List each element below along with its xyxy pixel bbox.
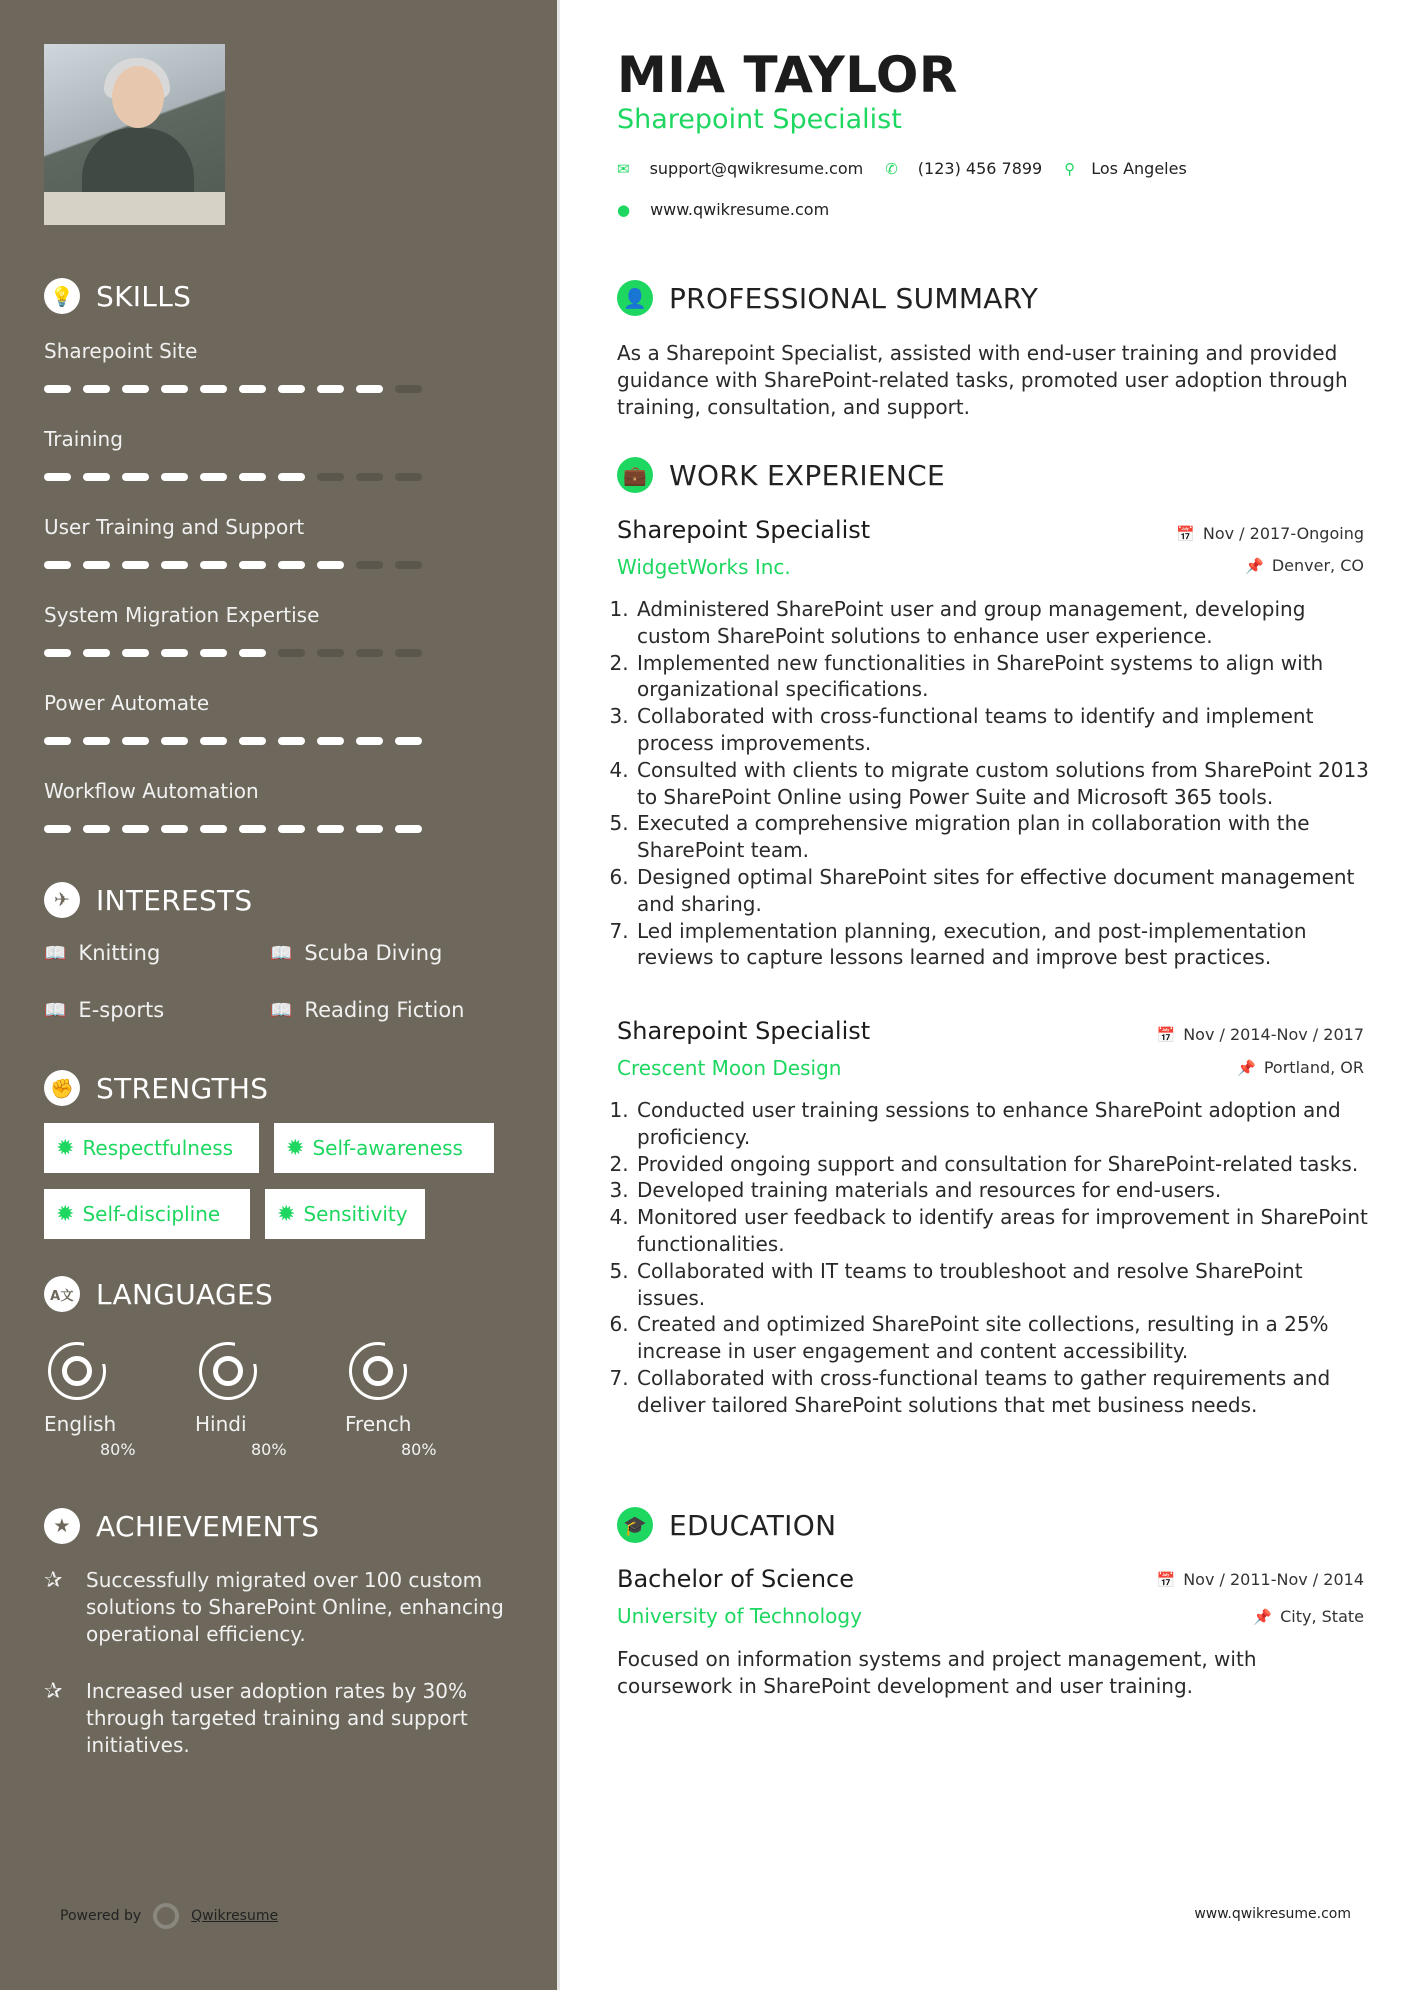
- book-icon: 📖: [44, 999, 67, 1021]
- graduation-icon: 🎓: [617, 1507, 653, 1543]
- skill-dash-empty: [395, 385, 422, 393]
- language-level-ring: [199, 1342, 257, 1400]
- translate-icon: A文: [44, 1276, 80, 1312]
- pin-icon: 📌: [1245, 556, 1264, 575]
- list-item: 3. Collaborated with cross-functional teams to identify and implement process improvements.: [635, 703, 1375, 757]
- job-dates: 📅 Nov / 2017-Ongoing: [1176, 524, 1364, 543]
- skill-dash-filled: [83, 473, 110, 481]
- skill-dash-filled: [83, 737, 110, 745]
- skill-dash-filled: [83, 385, 110, 393]
- achievements-heading: ★ ACHIEVEMENTS: [44, 1508, 319, 1544]
- skill-dash-filled: [200, 825, 227, 833]
- skill-dash-filled: [44, 561, 71, 569]
- skill-dash-filled: [356, 737, 383, 745]
- job-title: Sharepoint Specialist: [617, 516, 871, 544]
- qwikresume-logo-icon: [153, 1903, 179, 1929]
- pin-icon: 📌: [1237, 1058, 1256, 1077]
- school-name: University of Technology: [617, 1604, 862, 1628]
- skill-dash-filled: [317, 561, 344, 569]
- skill-row: [44, 427, 444, 481]
- map-pin-icon: ⚲: [1064, 159, 1076, 178]
- skill-dash-filled: [122, 561, 149, 569]
- skill-dash-empty: [356, 561, 383, 569]
- list-item: 6. Designed optimal SharePoint sites for effective document management and sharing.: [635, 864, 1375, 918]
- skill-dash-filled: [122, 649, 149, 657]
- skill-dash-filled: [317, 385, 344, 393]
- skill-dash-filled: [161, 649, 188, 657]
- book-icon: 📖: [44, 942, 67, 964]
- skill-level-bar: [44, 385, 444, 393]
- fist-icon: ✊: [44, 1070, 80, 1106]
- language-item: Hindi 80%: [195, 1342, 315, 1459]
- book-icon: 📖: [270, 942, 293, 964]
- skill-dash-empty: [395, 561, 422, 569]
- list-item: 5. Executed a comprehensive migration plan in collaboration with the SharePoint team.: [635, 810, 1375, 864]
- skill-dash-filled: [356, 825, 383, 833]
- strength-chip: ✹ Respectfulness: [44, 1123, 259, 1173]
- calendar-icon: 📅: [1156, 1025, 1176, 1044]
- skill-dash-empty: [395, 649, 422, 657]
- strength-chip: ✹ Self-discipline: [44, 1189, 250, 1239]
- user-icon: 👤: [617, 280, 653, 316]
- language-level-ring: [48, 1342, 106, 1400]
- book-icon: 📖: [270, 999, 293, 1021]
- job-duties-list: [617, 596, 1375, 971]
- company-name: WidgetWorks Inc.: [617, 555, 791, 579]
- skill-dash-filled: [395, 825, 422, 833]
- shooting-star-icon: ✰: [44, 1568, 63, 1593]
- briefcase-icon: 💼: [617, 457, 653, 493]
- skills-heading: 💡 SKILLS: [44, 278, 191, 314]
- website-contact: ● www.qwikresume.com: [617, 200, 830, 219]
- skill-row: [44, 339, 444, 393]
- skill-dash-filled: [161, 737, 188, 745]
- skill-dash-filled: [44, 737, 71, 745]
- skill-name: Workflow Automation: [44, 779, 259, 803]
- skill-dash-empty: [317, 473, 344, 481]
- skill-dash-filled: [83, 649, 110, 657]
- skill-dash-filled: [44, 385, 71, 393]
- skill-dash-filled: [356, 385, 383, 393]
- experience-heading: 💼 WORK EXPERIENCE: [617, 457, 945, 493]
- strengths-heading: ✊ STRENGTHS: [44, 1070, 268, 1106]
- skill-dash-filled: [239, 385, 266, 393]
- skill-dash-filled: [44, 825, 71, 833]
- list-item: 4. Consulted with clients to migrate custom solutions from SharePoint 2013 to SharePoint Online using Power Suite and Microsoft 365 tools.: [635, 757, 1375, 811]
- profile-photo: [44, 44, 225, 225]
- skill-dash-filled: [239, 561, 266, 569]
- badge-icon: ✹: [56, 1135, 75, 1161]
- skill-dash-filled: [122, 385, 149, 393]
- language-level-ring: [349, 1342, 407, 1400]
- list-item: 2. Provided ongoing support and consultation for SharePoint-related tasks.: [635, 1151, 1375, 1178]
- candidate-name: MIA TAYLOR: [617, 46, 958, 104]
- education-dates: 📅 Nov / 2011-Nov / 2014: [1156, 1570, 1364, 1589]
- skill-row: [44, 603, 444, 657]
- languages-heading: A文 LANGUAGES: [44, 1276, 273, 1312]
- skill-name: User Training and Support: [44, 515, 305, 539]
- skill-dash-filled: [239, 825, 266, 833]
- skill-dash-filled: [317, 737, 344, 745]
- list-item: 3. Developed training materials and resources for end-users.: [635, 1177, 1375, 1204]
- interest-item: 📖 Knitting: [44, 941, 161, 965]
- skill-dash-filled: [161, 385, 188, 393]
- skill-dash-filled: [83, 561, 110, 569]
- globe-icon: ●: [617, 200, 631, 219]
- skill-dash-filled: [278, 825, 305, 833]
- skill-dash-filled: [161, 825, 188, 833]
- skill-dash-filled: [317, 825, 344, 833]
- list-item: 4. Monitored user feedback to identify areas for improvement in SharePoint functionalities.: [635, 1204, 1375, 1258]
- skill-dash-filled: [278, 561, 305, 569]
- skill-dash-filled: [200, 737, 227, 745]
- skill-dash-empty: [395, 473, 422, 481]
- skill-row: [44, 779, 444, 833]
- envelope-icon: ✉: [617, 159, 630, 178]
- list-item: 7. Collaborated with cross-functional teams to gather requirements and deliver tailored SharePoint solutions that met business needs.: [635, 1365, 1375, 1419]
- list-item: 1. Administered SharePoint user and group management, developing custom SharePoint solutions to enhance user experience.: [635, 596, 1375, 650]
- skill-level-bar: [44, 737, 444, 745]
- sidebar: [0, 0, 557, 1990]
- skill-dash-filled: [278, 737, 305, 745]
- brand-link[interactable]: Qwikresume: [191, 1908, 279, 1924]
- skill-row: [44, 515, 444, 569]
- skill-dash-filled: [122, 473, 149, 481]
- skill-dash-filled: [278, 473, 305, 481]
- skill-level-bar: [44, 561, 444, 569]
- skill-dash-empty: [356, 649, 383, 657]
- skill-dash-filled: [239, 473, 266, 481]
- pin-icon: 📌: [1253, 1607, 1273, 1626]
- achievement-item: ✰ Successfully migrated over 100 custom solutions to SharePoint Online, enhancing operational efficiency.: [44, 1568, 504, 1646]
- skill-dash-filled: [122, 825, 149, 833]
- education-text: Focused on information systems and project management, with coursework in SharePoint development and user training.: [617, 1647, 1257, 1698]
- main-content: [560, 0, 1407, 1990]
- degree-title: Bachelor of Science: [617, 1565, 854, 1593]
- email-contact: ✉ support@qwikresume.com ✆ (123) 456 7899 ⚲ Los Angeles: [617, 159, 1187, 178]
- skill-dash-filled: [200, 473, 227, 481]
- badge-icon: ✹: [277, 1201, 296, 1227]
- interest-item: 📖 Reading Fiction: [270, 998, 465, 1022]
- skill-dash-filled: [395, 737, 422, 745]
- education-location: 📌 City, State: [1253, 1607, 1364, 1626]
- job-duties-list: [617, 1097, 1375, 1419]
- skill-dash-filled: [161, 473, 188, 481]
- job-location: 📌 Portland, OR: [1237, 1058, 1364, 1077]
- job-dates: 📅 Nov / 2014-Nov / 2017: [1156, 1025, 1364, 1044]
- list-item: 1. Conducted user training sessions to enhance SharePoint adoption and proficiency.: [635, 1097, 1375, 1151]
- badge-icon: ✹: [286, 1135, 305, 1161]
- skill-dash-filled: [83, 825, 110, 833]
- list-item: 6. Created and optimized SharePoint site collections, resulting in a 25% increase in user engagement and content accessibility.: [635, 1311, 1375, 1365]
- skill-dash-filled: [44, 649, 71, 657]
- skill-row: [44, 691, 444, 745]
- phone-icon: ✆: [885, 159, 898, 178]
- skill-name: Power Automate: [44, 691, 210, 715]
- summary-heading: 👤 PROFESSIONAL SUMMARY: [617, 280, 1038, 316]
- language-item: French 80%: [345, 1342, 465, 1459]
- list-item: 5. Collaborated with IT teams to troubleshoot and resolve SharePoint issues.: [635, 1258, 1375, 1312]
- skill-name: Training: [44, 427, 123, 451]
- shooting-star-icon: ✰: [44, 1679, 63, 1704]
- skill-dash-filled: [122, 737, 149, 745]
- candidate-role: Sharepoint Specialist: [617, 104, 902, 135]
- lightbulb-icon: 💡: [44, 278, 80, 314]
- interest-item: 📖 Scuba Diving: [270, 941, 443, 965]
- list-item: 7. Led implementation planning, execution, and post-implementation reviews to capture lessons learned and improve best practices.: [635, 918, 1375, 972]
- achievement-item: ✰ Increased user adoption rates by 30% through targeted training and support initiatives.: [44, 1679, 468, 1757]
- star-icon: ★: [44, 1508, 80, 1544]
- badge-icon: ✹: [56, 1201, 75, 1227]
- skill-dash-empty: [278, 649, 305, 657]
- interests-heading: ✈ INTERESTS: [44, 882, 253, 918]
- education-heading: 🎓 EDUCATION: [617, 1507, 836, 1543]
- skill-name: Sharepoint Site: [44, 339, 198, 363]
- company-name: Crescent Moon Design: [617, 1056, 842, 1080]
- skill-level-bar: [44, 473, 444, 481]
- skill-dash-empty: [317, 649, 344, 657]
- skill-dash-filled: [200, 561, 227, 569]
- skill-dash-filled: [239, 737, 266, 745]
- summary-text: As a Sharepoint Specialist, assisted with end-user training and provided guidance with SharePoint-related tasks, promoted user adoption through training, consultation, and support.: [617, 341, 1348, 419]
- skill-dash-filled: [278, 385, 305, 393]
- skill-dash-filled: [200, 649, 227, 657]
- calendar-icon: 📅: [1156, 1570, 1176, 1589]
- skill-dash-empty: [356, 473, 383, 481]
- skill-name: System Migration Expertise: [44, 603, 320, 627]
- job-title: Sharepoint Specialist: [617, 1017, 871, 1045]
- strength-chip: ✹ Sensitivity: [265, 1189, 425, 1239]
- paper-plane-icon: ✈: [44, 882, 80, 918]
- skill-dash-filled: [239, 649, 266, 657]
- skill-level-bar: [44, 825, 444, 833]
- powered-by: Powered by Qwikresume: [60, 1903, 278, 1929]
- interest-item: 📖 E-sports: [44, 998, 165, 1022]
- skill-dash-filled: [161, 561, 188, 569]
- job-location: 📌 Denver, CO: [1245, 556, 1364, 575]
- skill-dash-filled: [200, 385, 227, 393]
- language-item: English 80%: [44, 1342, 164, 1459]
- footer-url[interactable]: www.qwikresume.com: [1194, 1906, 1351, 1922]
- skill-level-bar: [44, 649, 444, 657]
- strength-chip: ✹ Self-awareness: [274, 1123, 494, 1173]
- list-item: 2. Implemented new functionalities in SharePoint systems to align with organizational specifications.: [635, 650, 1375, 704]
- calendar-icon: 📅: [1176, 524, 1195, 543]
- skill-dash-filled: [44, 473, 71, 481]
